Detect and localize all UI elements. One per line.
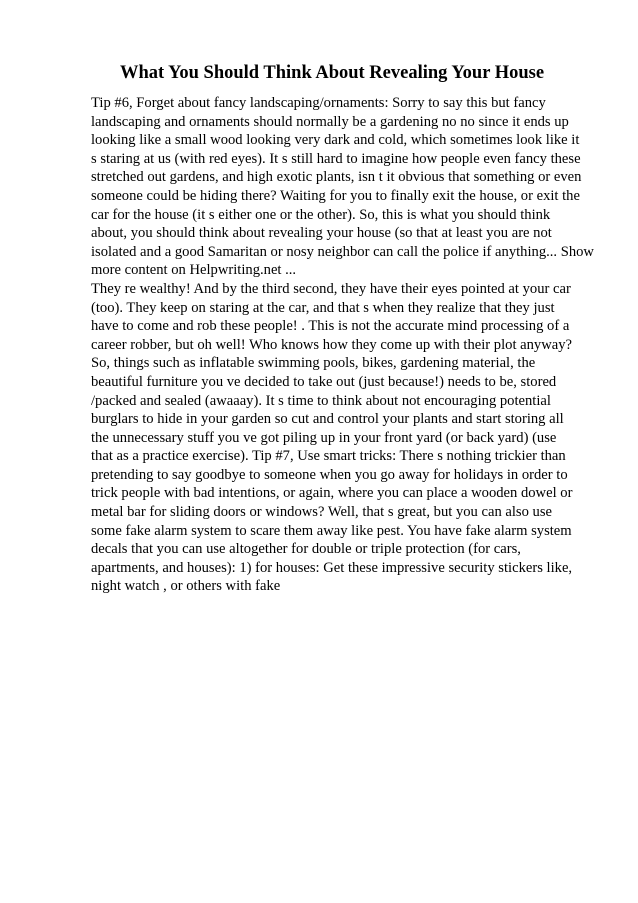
body-line: isolated and a good Samaritan or nosy neighbor can call the police if anything... Show	[91, 243, 594, 260]
body-line: They re wealthy! And by the third second, they have their eyes pointed at your car	[91, 280, 571, 297]
body-line: looking like a small wood looking very dark and cold, which sometimes look like it	[91, 132, 580, 149]
body-line: apartments, and houses): 1) for houses: Get these impressive security stickers like,	[91, 559, 573, 576]
document-title: What You Should Think About Revealing Your House	[119, 63, 545, 83]
body-line: beautiful furniture you ve decided to take out (just because!) needs to be, stored	[91, 373, 557, 390]
body-line: metal bar for sliding doors or windows? Well, that s great, but you can also use	[91, 504, 552, 521]
body-line: Tip #6, Forget about fancy landscaping/ornaments: Sorry to say this but fancy	[91, 95, 546, 111]
body-line: burglars to hide in your garden so cut and control your plants and start storing all	[91, 411, 564, 428]
body-line: trick people with bad intentions, or again, where you can place a wooden dowel or	[91, 485, 573, 502]
body-line: s staring at us (with red eyes). It s still hard to imagine how people even fancy these	[91, 150, 581, 167]
body-line: stretched out gardens, and high exotic plants, isn t it obvious that something or even	[91, 169, 582, 186]
body-line: night watch , or others with fake	[91, 578, 281, 595]
body-line: pretending to say goodbye to someone when you go away for holidays in order to	[91, 466, 568, 483]
body-line: that as a practice exercise). Tip #7, Use smart tricks: There s nothing trickier than	[91, 448, 566, 465]
body-line: some fake alarm system to scare them away like pest. You have fake alarm system	[91, 522, 572, 539]
body-line: landscaping and ornaments should normally be a gardening no no since it ends up	[91, 113, 569, 130]
body-line: about, you should think about revealing your house (so that at least you are not	[91, 225, 552, 242]
body-line: (too). They keep on staring at the car, and that s when they realize that they just	[91, 299, 555, 316]
body-line: decals that you can use altogether for double or triple protection (for cars,	[91, 541, 521, 558]
body-line: car for the house (it s either one or the other). So, this is what you should think	[91, 206, 551, 223]
document-body	[91, 94, 594, 596]
body-line: So, things such as inflatable swimming pools, bikes, gardening material, the	[91, 355, 536, 372]
body-line: career robber, but oh well! Who knows how they come up with their plot anyway?	[91, 336, 573, 353]
body-line: the unnecessary stuff you ve got piling up in your front yard (or back yard) (use	[91, 429, 557, 446]
body-line: /packed and sealed (awaaay). It s time to think about not encouraging potential	[91, 392, 551, 409]
body-line: have to come and rob these people! . This is not the accurate mind processing of a	[91, 318, 570, 335]
body-line: someone could be hiding there? Waiting for you to finally exit the house, or exit the	[91, 187, 580, 204]
body-line: more content on Helpwriting.net ...	[91, 262, 297, 279]
